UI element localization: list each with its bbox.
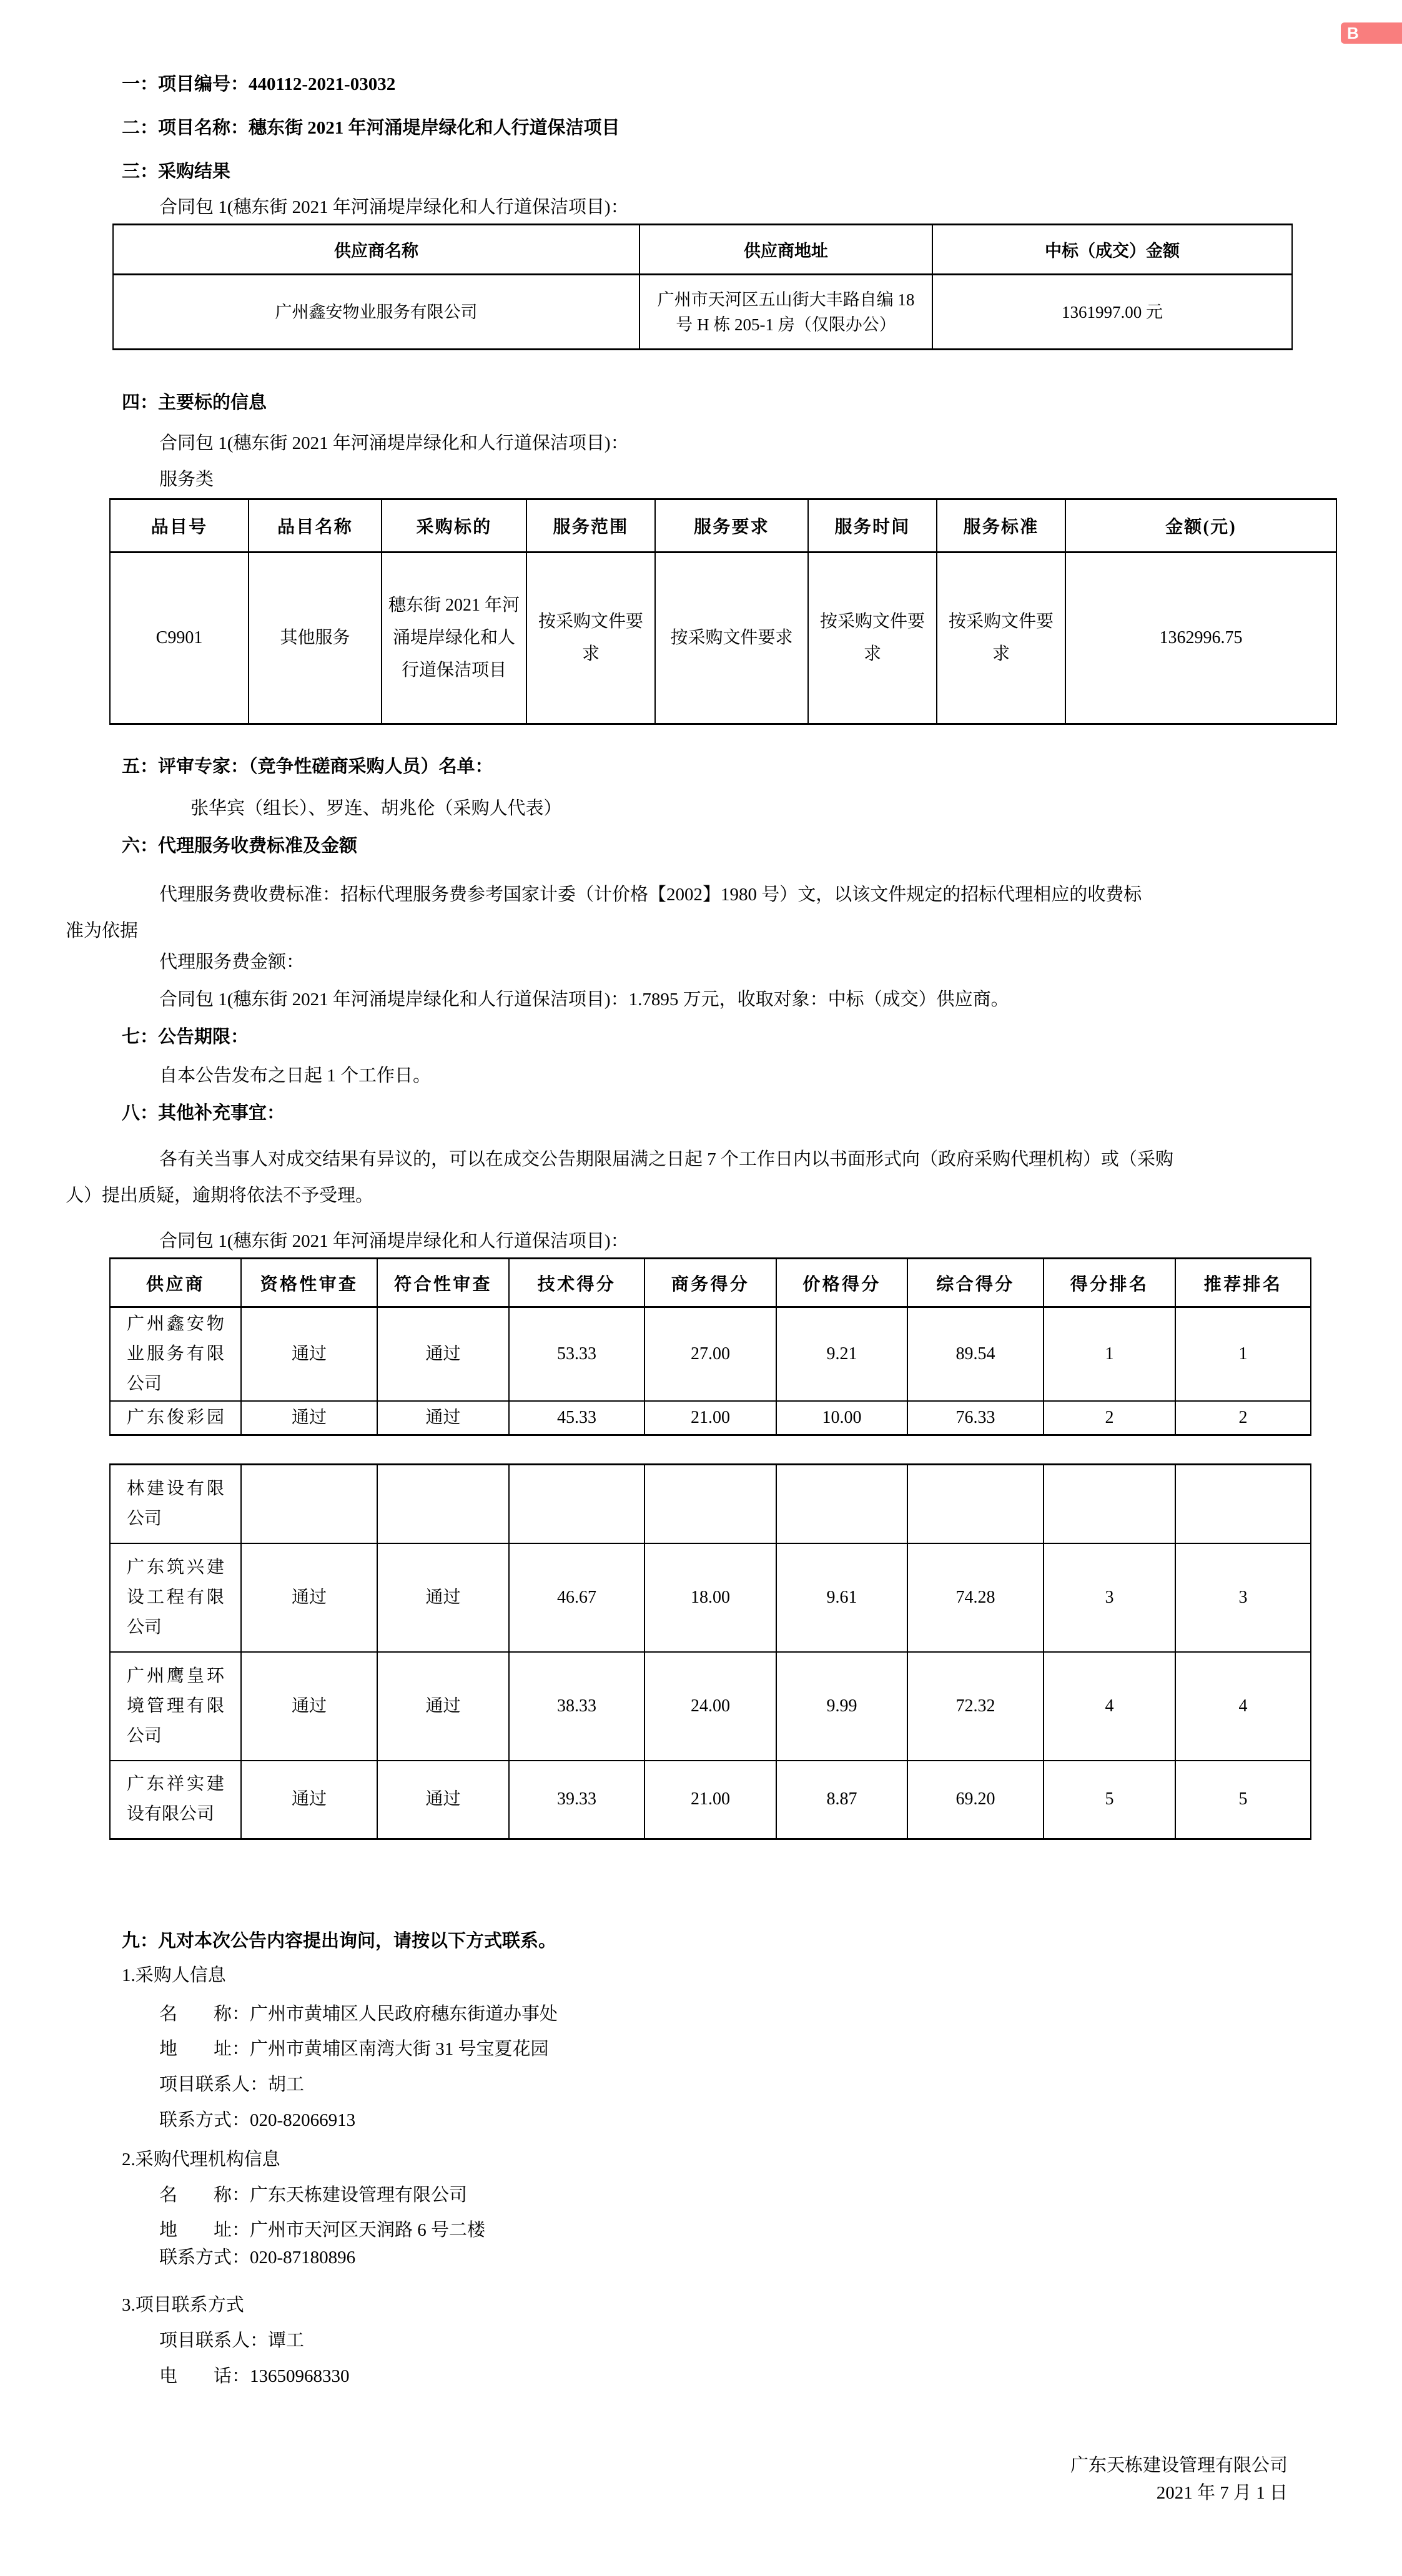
heading-contact: 九：凡对本次公告内容提出询问，请按以下方式联系。 [122, 1931, 557, 1951]
cell-rank [1044, 1465, 1175, 1543]
cell-recommend-rank: 5 [1175, 1761, 1311, 1839]
cell-item-no: C9901 [110, 553, 249, 724]
cell-qualification: 通过 [241, 1652, 377, 1761]
cell-recommend-rank: 4 [1175, 1652, 1311, 1761]
cell-price: 9.99 [776, 1652, 907, 1761]
score-header-supplier: 供应商 [110, 1259, 241, 1307]
score-header-total: 综合得分 [907, 1259, 1044, 1307]
cell-technical: 45.33 [509, 1401, 644, 1435]
cell-target: 穗东街 2021 年河涌堤岸绿化和人行道保洁项目 [382, 553, 526, 724]
package-caption-3: 合同包 1(穗东街 2021 年河涌堤岸绿化和人行道保洁项目)： [159, 1231, 629, 1251]
cell-rank: 3 [1044, 1543, 1175, 1652]
heading-experts: 五：评审专家：（竞争性磋商采购人员）名单： [122, 757, 493, 777]
subject-header-target: 采购标的 [382, 499, 526, 553]
cell-item-name: 其他服务 [249, 553, 382, 724]
heading-notice-period: 七：公告期限： [122, 1027, 249, 1047]
cell-rank: 5 [1044, 1761, 1175, 1839]
purchaser-info-title: 1.采购人信息 [122, 1965, 226, 1985]
heading-subject-info: 四：主要标的信息 [122, 393, 267, 413]
heading-procurement-result: 三：采购结果 [122, 162, 231, 182]
cell-technical: 46.67 [509, 1543, 644, 1652]
agency-fee-standard-line2: 准为依据 [66, 921, 139, 941]
cell-business: 21.00 [644, 1401, 776, 1435]
subject-header-item-no: 品目号 [110, 499, 249, 553]
signature-block [122, 2452, 1343, 2507]
cell-recommend-rank: 1 [1175, 1307, 1311, 1402]
score-row-xiangshi [110, 1761, 1311, 1839]
score-header-conformity: 符合性审查 [377, 1259, 509, 1307]
score-header-business: 商务得分 [644, 1259, 776, 1307]
cell-recommend-rank [1175, 1465, 1311, 1543]
subject-table-row [110, 553, 1336, 724]
badge-letter: B [1347, 24, 1359, 42]
result-table-row [113, 275, 1292, 350]
cell-total: 74.28 [907, 1543, 1044, 1652]
cell-conformity: 通过 [377, 1307, 509, 1402]
project-phone: 电 话：13650968330 [159, 2366, 350, 2386]
cell-conformity: 通过 [377, 1401, 509, 1435]
project-contact-title: 3.项目联系方式 [122, 2295, 244, 2315]
agency-info-title: 2.采购代理机构信息 [122, 2150, 280, 2170]
subject-header-item-name: 品目名称 [249, 499, 382, 553]
cell-recommend-rank: 2 [1175, 1401, 1311, 1435]
signature-date: 2021 年 7 月 1 日 [1156, 2483, 1288, 2503]
score-header-price: 价格得分 [776, 1259, 907, 1307]
cell-technical: 39.33 [509, 1761, 644, 1839]
experts-list: 张华宾（组长）、罗连、胡兆伦（采购人代表） [190, 799, 562, 819]
cell-business: 18.00 [644, 1543, 776, 1652]
result-table-header-row [113, 225, 1292, 275]
heading-supplement: 八：其他补充事宜： [122, 1103, 285, 1123]
subject-header-standard: 服务标准 [937, 499, 1065, 553]
cell-rank: 2 [1044, 1401, 1175, 1435]
agency-phone: 联系方式：020-87180896 [159, 2248, 356, 2268]
subject-header-amount: 金额(元) [1065, 499, 1336, 553]
cell-conformity: 通过 [377, 1652, 509, 1761]
cell-supplier: 林建设有限公司 [110, 1465, 241, 1543]
cell-conformity [377, 1465, 509, 1543]
score-row-juncaiyuan [110, 1401, 1311, 1435]
cell-supplier: 广州鹰皇环境管理有限公司 [110, 1652, 241, 1761]
supplement-line2: 人）提出质疑，逾期将依法不予受理。 [66, 1186, 374, 1206]
cell-recommend-rank: 3 [1175, 1543, 1311, 1652]
cell-technical: 53.33 [509, 1307, 644, 1402]
score-header-recommend-rank: 推荐排名 [1175, 1259, 1311, 1307]
cell-qualification: 通过 [241, 1761, 377, 1839]
result-table [112, 224, 1293, 350]
score-header-rank: 得分排名 [1044, 1259, 1175, 1307]
cell-total [907, 1465, 1044, 1543]
cell-business: 21.00 [644, 1761, 776, 1839]
agency-name: 名 称：广东天栋建设管理有限公司 [159, 2185, 468, 2205]
cell-supplier: 广东筑兴建设工程有限公司 [110, 1543, 241, 1652]
result-header-supplier-name: 供应商名称 [113, 225, 639, 275]
score-row-xinan [110, 1307, 1311, 1402]
agency-fee-amount: 合同包 1(穗东街 2021 年河涌堤岸绿化和人行道保洁项目)：1.7895 万元，收取对象：中标（成交）供应商。 [159, 990, 1009, 1010]
cell-supplier: 广州鑫安物业服务有限公司 [110, 1307, 241, 1402]
cell-requirement: 按采购文件要求 [655, 553, 808, 724]
cell-price: 9.21 [776, 1307, 907, 1402]
cell-rank: 1 [1044, 1307, 1175, 1402]
score-table-part1 [109, 1257, 1311, 1436]
cell-supplier: 广东祥实建设有限公司 [110, 1761, 241, 1839]
score-row-linjianshe [110, 1465, 1311, 1543]
cell-business [644, 1465, 776, 1543]
subject-table [109, 498, 1337, 725]
notice-period-text: 自本公告发布之日起 1 个工作日。 [159, 1066, 432, 1086]
purchaser-contact-person: 项目联系人：胡工 [159, 2075, 305, 2095]
cell-total: 89.54 [907, 1307, 1044, 1402]
cell-total: 69.20 [907, 1761, 1044, 1839]
score-header-technical: 技术得分 [509, 1259, 644, 1307]
cell-qualification: 通过 [241, 1543, 377, 1652]
cell-rank: 4 [1044, 1652, 1175, 1761]
cell-total: 76.33 [907, 1401, 1044, 1435]
score-row-zhuxing [110, 1543, 1311, 1652]
score-header-qualification: 资格性审查 [241, 1259, 377, 1307]
result-header-supplier-address: 供应商地址 [639, 225, 932, 275]
cell-technical: 38.33 [509, 1652, 644, 1761]
purchaser-name: 名 称：广州市黄埔区人民政府穗东街道办事处 [159, 2004, 558, 2024]
cell-business: 27.00 [644, 1307, 776, 1402]
heading-project-name: 二：项目名称：穗东街 2021 年河涌堤岸绿化和人行道保洁项目 [122, 118, 620, 138]
service-category-label: 服务类 [159, 469, 214, 489]
cell-price: 10.00 [776, 1401, 907, 1435]
signature-company: 广东天栋建设管理有限公司 [1070, 2456, 1288, 2475]
cell-supplier-address: 广州市天河区五山街大丰路自编 18 号 H 栋 205-1 房（仅限办公） [639, 275, 932, 350]
browser-badge[interactable] [1341, 22, 1402, 44]
cell-conformity: 通过 [377, 1543, 509, 1652]
score-row-yinghuang [110, 1652, 1311, 1761]
cell-supplier: 广东俊彩园 [110, 1401, 241, 1435]
cell-conformity: 通过 [377, 1761, 509, 1839]
cell-price: 8.87 [776, 1761, 907, 1839]
agency-fee-standard-line1: 代理服务费收费标准：招标代理服务费参考国家计委（计价格【2002】1980 号）文，以该文件规定的招标代理相应的收费标 [159, 885, 1142, 905]
cell-price [776, 1465, 907, 1543]
cell-technical [509, 1465, 644, 1543]
cell-qualification: 通过 [241, 1401, 377, 1435]
cell-standard: 按采购文件要求 [937, 553, 1065, 724]
cell-price: 9.61 [776, 1543, 907, 1652]
cell-scope: 按采购文件要求 [526, 553, 655, 724]
cell-time: 按采购文件要求 [808, 553, 937, 724]
cell-qualification [241, 1465, 377, 1543]
package-caption-2: 合同包 1(穗东街 2021 年河涌堤岸绿化和人行道保洁项目)： [159, 433, 629, 453]
cell-qualification: 通过 [241, 1307, 377, 1402]
cell-amount: 1362996.75 [1065, 553, 1336, 724]
agency-address: 地 址：广州市天河区天润路 6 号二楼 [159, 2220, 486, 2240]
result-header-award-amount: 中标（成交）金额 [932, 225, 1292, 275]
cell-supplier-name: 广州鑫安物业服务有限公司 [113, 275, 639, 350]
cell-total: 72.32 [907, 1652, 1044, 1761]
agency-fee-amount-label: 代理服务费金额： [159, 952, 305, 972]
subject-header-scope: 服务范围 [526, 499, 655, 553]
heading-project-number: 一：项目编号：440112-2021-03032 [122, 74, 396, 94]
cell-award-amount: 1361997.00 元 [932, 275, 1292, 350]
subject-header-requirement: 服务要求 [655, 499, 808, 553]
project-contact-person: 项目联系人：谭工 [159, 2331, 305, 2351]
score-table-part2 [109, 1463, 1311, 1840]
subject-table-header-row [110, 499, 1336, 553]
purchaser-address: 地 址：广州市黄埔区南湾大街 31 号宝夏花园 [159, 2039, 549, 2059]
supplement-line1: 各有关当事人对成交结果有异议的，可以在成交公告期限届满之日起 7 个工作日内以书面形式向（政府采购代理机构）或（采购 [159, 1149, 1174, 1169]
heading-agency-fee: 六：代理服务收费标准及金额 [122, 836, 358, 856]
package-caption-1: 合同包 1(穗东街 2021 年河涌堤岸绿化和人行道保洁项目)： [159, 197, 629, 217]
purchaser-phone: 联系方式：020-82066913 [159, 2110, 356, 2130]
score-table-header-row [110, 1259, 1311, 1307]
subject-header-time: 服务时间 [808, 499, 937, 553]
cell-business: 24.00 [644, 1652, 776, 1761]
